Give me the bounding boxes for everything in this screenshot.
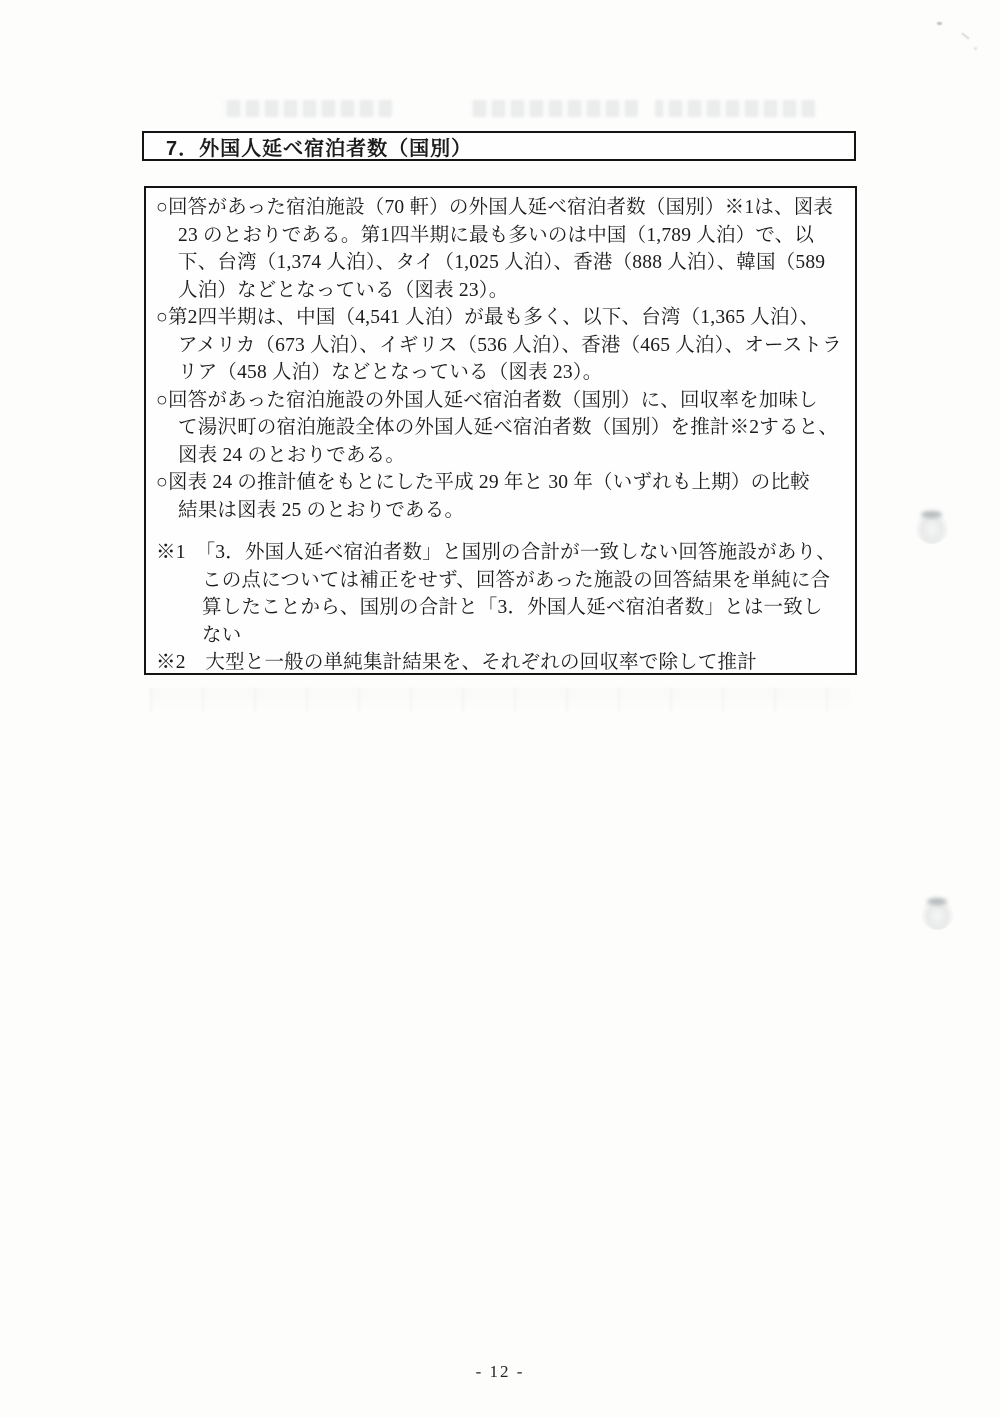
body-line: ○回答があった宿泊施設の外国人延べ宿泊者数（国別）に、回収率を加味し [156,389,818,411]
scan-speck [974,47,977,50]
body-line: リア（458 人泊）などとなっている（図表 23）。 [178,362,603,383]
body-text-box [144,186,857,675]
body-line: 結果は図表 25 のとおりである。 [178,499,465,521]
scan-speck [961,32,969,39]
footnote-line: この点については補正をせず、回答があった施設の回答結果を単純に合 [202,569,831,591]
bleed-through-header-right [655,100,815,117]
body-line: 図表 24 のとおりである。 [178,444,406,466]
body-line: て湯沢町の宿泊施設全体の外国人延べ宿泊者数（国別）を推計※2すると、 [178,417,839,438]
footnote-line: 算したことから、国別の合計と「3．外国人延べ宿泊者数」とは一致し [202,597,823,618]
binder-hole-shadow-lower [921,897,954,930]
page-number: - 12 - [475,1362,525,1381]
footnote-line: ※1 「3．外国人延べ宿泊者数」と国別の合計が一致しない回答施設があり、 [156,542,836,563]
bleed-through-header-left [222,100,392,117]
bleed-through-header-middle [470,100,638,117]
section-title: 7．外国人延べ宿泊者数（国別） [166,137,473,160]
section-title-box [142,131,856,161]
footnote-line: ない [202,624,242,646]
body-line: アメリカ（673 人泊）、イギリス（536 人泊）、香港（465 人泊）、オーストラ [178,334,842,356]
bleed-through-table-artifact [150,688,850,712]
binder-hole-shadow-upper [915,510,949,544]
scan-speck [937,22,942,25]
body-line: 下、台湾（1,374 人泊）、タイ（1,025 人泊）、香港（888 人泊）、韓国（589 [178,252,826,273]
body-line: 人泊）などとなっている（図表 23）。 [178,279,509,301]
body-line: ○回答があった宿泊施設（70 軒）の外国人延べ宿泊者数（国別）※1は、図表 [156,197,834,218]
footnote-line: ※2 大型と一般の単純集計結果を、それぞれの回収率で除して推計 [156,652,757,673]
body-line: 23 のとおりである。第1四半期に最も多いのは中国（1,789 人泊）で、以 [178,224,815,246]
body-line: ○図表 24 の推計値をもとにした平成 29 年と 30 年（いずれも上期）の比較 [156,472,810,493]
body-line: ○第2四半期は、中国（4,541 人泊）が最も多く、以下、台湾（1,365 人泊）、 [156,307,820,328]
